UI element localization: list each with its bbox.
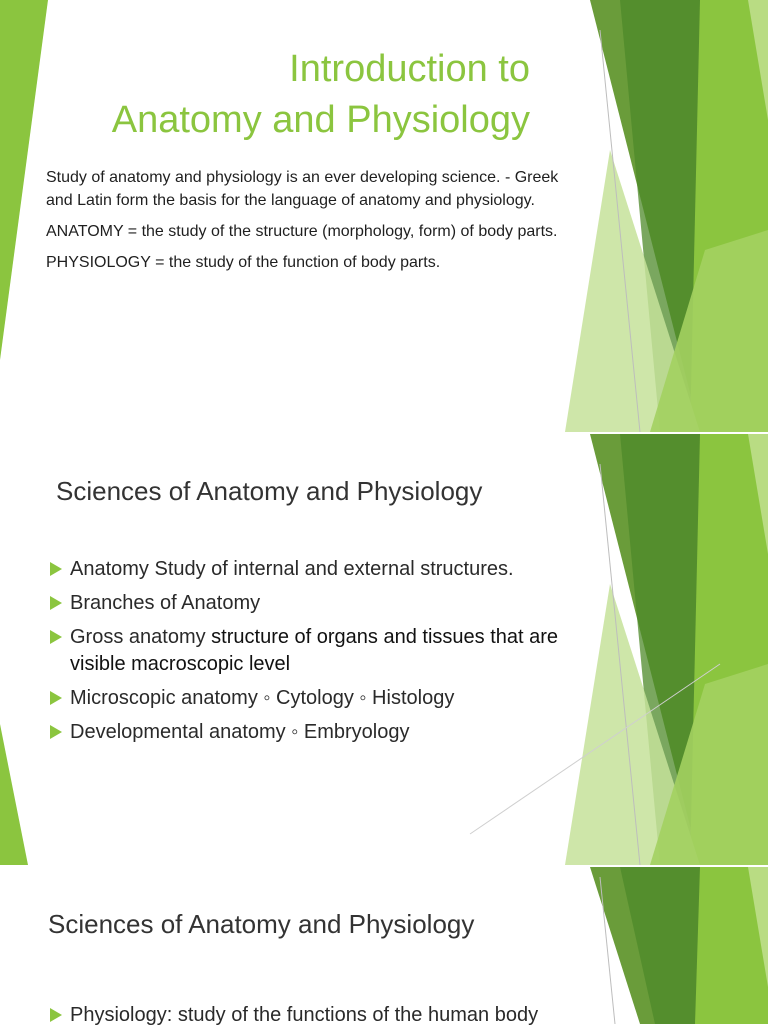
slide-3-title: Sciences of Anatomy and Physiology — [48, 909, 475, 939]
title-line-2: Anatomy and Physiology — [111, 99, 530, 141]
left-green-sliver — [0, 724, 28, 865]
intro-paragraph: Study of anatomy and physiology is an ever developing science. - Greek and Latin form the basis for the language of anatomy and physiology. — [46, 169, 559, 209]
slide-2-bullet-list — [48, 556, 588, 753]
triangle-bullet-icon — [50, 1008, 62, 1022]
list-item — [48, 556, 588, 583]
list-item — [48, 719, 588, 746]
list-item — [48, 590, 588, 617]
bullet-text: Developmental anatomy ◦ Embryology — [70, 721, 410, 743]
slide-3-decoration — [0, 867, 768, 1024]
triangle-bullet-icon — [50, 691, 62, 705]
list-item — [48, 624, 588, 678]
triangle-bullet-icon — [50, 725, 62, 739]
slide-1-body — [46, 166, 566, 282]
slide-1-title — [40, 44, 530, 146]
triangle-bullet-icon — [50, 630, 62, 644]
bullet-text: Microscopic anatomy ◦ Cytology ◦ Histology — [70, 687, 455, 709]
slide-2-title: Sciences of Anatomy and Physiology — [56, 476, 483, 506]
slide-3-bullet-list — [48, 1002, 608, 1029]
slide-3 — [0, 867, 768, 1024]
physiology-definition: PHYSIOLOGY = the study of the function of body parts. — [46, 254, 441, 271]
bullet-text: Anatomy Study of internal and external structures. — [70, 558, 514, 580]
bullet-text: Physiology: study of the functions of the human body — [70, 1004, 539, 1026]
list-item — [48, 1002, 608, 1029]
slide-1 — [0, 0, 768, 432]
title-line-1: Introduction to — [289, 48, 530, 90]
triangle-bullet-icon — [50, 562, 62, 576]
triangle-bullet-icon — [50, 596, 62, 610]
bullet-text-dark: structure of organs and tissues that are visible macroscopic level — [70, 626, 559, 675]
list-item — [48, 685, 588, 712]
bullet-text: Branches of Anatomy — [70, 592, 261, 614]
anatomy-definition: ANATOMY = the study of the structure (morphology, form) of body parts. — [46, 223, 558, 240]
bullet-text: Gross anatomy — [70, 626, 212, 648]
